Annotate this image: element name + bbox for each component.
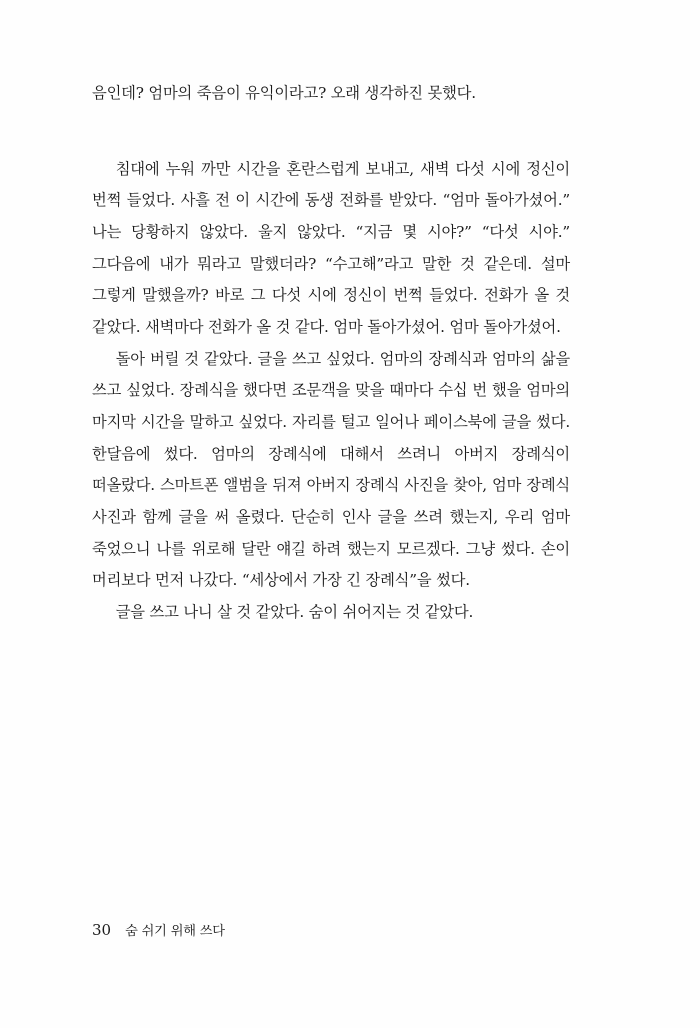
body-text-column xyxy=(92,78,570,629)
paragraph-4: 글을 쓰고 나니 살 것 같았다. 숨이 쉬어지는 것 같았다. xyxy=(115,602,474,621)
running-title: 숨 쉬기 위해 쓰다 xyxy=(125,924,225,939)
paragraph-3: 돌아 버릴 것 같았다. 글을 쓰고 싶었다. 엄마의 장례식과 엄마의 삶을 쓰고 싶었다. 장례식을 했다면 조문객을 맞을 때마다 수십 번 했을 엄마의 마지막 시간을 말하고 싶었다. 자리를 털고 일어나 페이스북에 글을 썼다. 한달음에 썼다. 엄마의 장례식에 대해서 쓰려니 아버지 장례식이 떠올랐다. 스마트폰 앨범을 뒤져 아버지 장례식 사진을 찾아, 엄마 장례식 사진과 함께 글을 써 올렸다. 단순히 인사 글을 쓰려 했는지, 우리 엄마 죽었으니 나를 위로해 달란 얘길 하려 했는지 모르겠다. 그냥 썼다. 손이 머리보다 먼저 나갔다. “세상에서 가장 긴 장례식”을 썼다. xyxy=(92,349,570,590)
paragraph-spacer xyxy=(92,110,570,154)
page-number: 30 xyxy=(92,921,112,939)
paragraph-1: 음인데? 엄마의 죽음이 유익이라고? 오래 생각하진 못했다. xyxy=(92,84,476,102)
paragraph-2: 침대에 누워 까만 시간을 혼란스럽게 보내고, 새벽 다섯 시에 정신이 번쩍 들었다. 사흘 전 이 시간에 동생 전화를 받았다. “엄마 돌아가셨어.” 나는 당황하지 않았다. 울지 않았다. “지금 몇 시야?” “다섯 시야.” 그다음에 내가 뭐라고 말했더라? “수고해”라고 말한 것 같은데. 설마 그렇게 말했을까? 바로 그 다섯 시에 정신이 번쩍 들었다. 전화가 올 것 같았다. 새벽마다 전화가 올 것 같다. 엄마 돌아가셨어. 엄마 돌아가셨어. xyxy=(92,159,570,336)
page-footer xyxy=(92,920,570,939)
